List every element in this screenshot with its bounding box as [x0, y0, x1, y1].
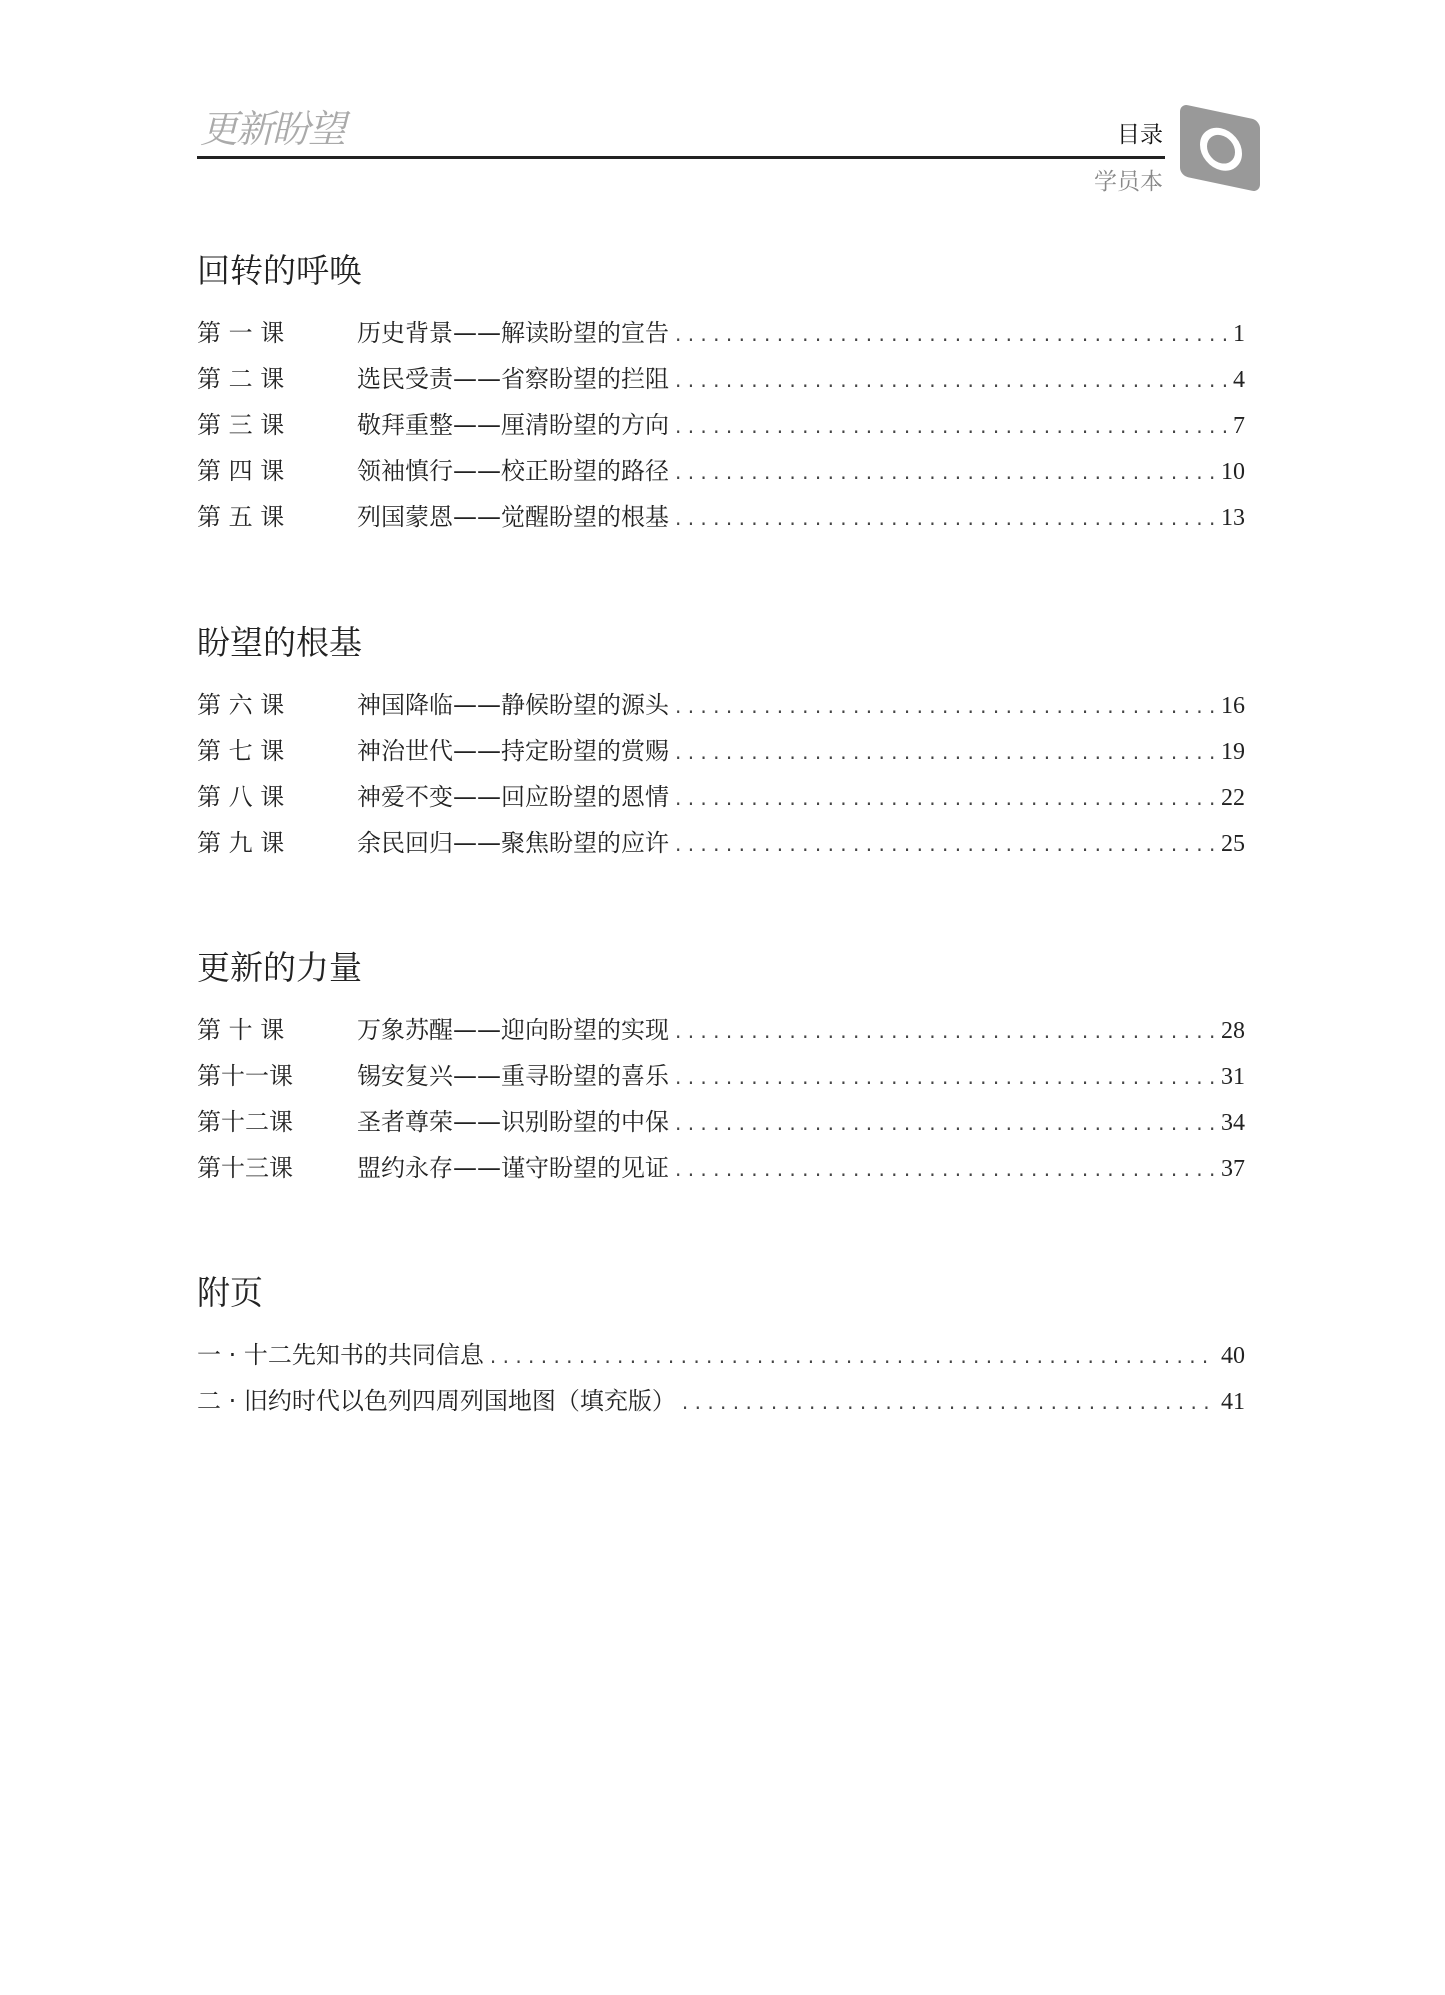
toc-entry[interactable] — [197, 494, 1245, 540]
toc-section — [197, 620, 1245, 866]
lesson-number: 第 七 课 — [197, 737, 285, 765]
lesson-number: 第 五 课 — [197, 503, 285, 531]
section-title: 回转的呼唤 — [197, 251, 362, 290]
toc-entry[interactable] — [197, 1007, 1245, 1053]
page-number: 22 — [1221, 785, 1245, 811]
lesson-number: 第 九 课 — [197, 829, 285, 857]
dot-leader — [675, 775, 1215, 821]
toc-entry[interactable] — [197, 1378, 1245, 1424]
lesson-number: 第 六 课 — [197, 691, 285, 719]
page-subtitle: 学员本 — [1094, 169, 1163, 195]
page-number: 7 — [1233, 413, 1245, 439]
toc-entry[interactable] — [197, 1145, 1245, 1191]
entry-title: 万象苏醒——迎向盼望的实现 — [357, 1016, 669, 1044]
page-number: 34 — [1221, 1110, 1245, 1136]
page-number: 40 — [1221, 1343, 1245, 1369]
page-number: 13 — [1221, 505, 1245, 531]
header-rule — [197, 156, 1165, 159]
dot-leader — [675, 449, 1215, 495]
lesson-number: 第 二 课 — [197, 365, 285, 393]
dot-leader — [675, 403, 1227, 449]
entry-title: 选民受责——省察盼望的拦阻 — [357, 365, 669, 393]
lesson-number: 第 十 课 — [197, 1016, 285, 1044]
lesson-number: 第 一 课 — [197, 319, 285, 347]
dot-leader — [675, 495, 1215, 541]
entry-title: 锡安复兴——重寻盼望的喜乐 — [357, 1062, 669, 1090]
lesson-number: 第十一课 — [197, 1062, 293, 1090]
toc-entry[interactable] — [197, 1332, 1245, 1378]
entry-title: 二 · 旧约时代以色列四周列国地图（填充版） — [197, 1387, 676, 1415]
brand-logo-text: 更新盼望 — [200, 107, 345, 151]
entry-title: 一 · 十二先知书的共同信息 — [197, 1341, 484, 1369]
dot-leader — [490, 1333, 1215, 1379]
dot-leader — [682, 1379, 1215, 1425]
lesson-number: 第十三课 — [197, 1154, 293, 1182]
toc-entry[interactable] — [197, 402, 1245, 448]
section-title: 附页 — [197, 1273, 263, 1312]
page-number: 16 — [1221, 693, 1245, 719]
toc-entry[interactable] — [197, 1099, 1245, 1145]
page-number: 28 — [1221, 1018, 1245, 1044]
page-number: 4 — [1233, 367, 1245, 393]
dot-leader — [675, 1146, 1215, 1192]
lesson-number: 第 三 课 — [197, 411, 285, 439]
entry-title: 盟约永存——谨守盼望的见证 — [357, 1154, 669, 1182]
toc-entry[interactable] — [197, 820, 1245, 866]
dot-leader — [675, 357, 1227, 403]
entry-title: 神爱不变——回应盼望的恩情 — [357, 783, 669, 811]
page-number: 1 — [1233, 321, 1245, 347]
lesson-number: 第 八 课 — [197, 783, 285, 811]
toc-section — [197, 1270, 1245, 1424]
toc-entry[interactable] — [197, 356, 1245, 402]
page-title: 目录 — [1117, 122, 1163, 148]
entry-title: 神治世代——持定盼望的赏赐 — [357, 737, 669, 765]
dot-leader — [675, 1054, 1215, 1100]
dot-leader — [675, 1100, 1215, 1146]
entry-title: 领袖慎行——校正盼望的路径 — [357, 457, 669, 485]
section-title: 更新的力量 — [197, 948, 362, 987]
entry-title: 余民回归——聚焦盼望的应许 — [357, 829, 669, 857]
toc-entry[interactable] — [197, 682, 1245, 728]
page-number: 31 — [1221, 1064, 1245, 1090]
logo-icon — [1180, 103, 1260, 192]
toc-entry[interactable] — [197, 774, 1245, 820]
dot-leader — [675, 311, 1227, 357]
dot-leader — [675, 1008, 1215, 1054]
lesson-number: 第 四 课 — [197, 457, 285, 485]
dot-leader — [675, 683, 1215, 729]
toc-entry[interactable] — [197, 1053, 1245, 1099]
toc-entry[interactable] — [197, 728, 1245, 774]
dot-leader — [675, 729, 1215, 775]
lesson-number: 第十二课 — [197, 1108, 293, 1136]
page-number: 10 — [1221, 459, 1245, 485]
toc-entry[interactable] — [197, 448, 1245, 494]
entry-title: 神国降临——静候盼望的源头 — [357, 691, 669, 719]
entry-title: 敬拜重整——厘清盼望的方向 — [357, 411, 669, 439]
dot-leader — [675, 821, 1215, 867]
page-number: 41 — [1221, 1389, 1245, 1415]
section-title: 盼望的根基 — [197, 623, 362, 662]
entry-title: 列国蒙恩——觉醒盼望的根基 — [357, 503, 669, 531]
toc-section — [197, 248, 1245, 540]
toc-entry[interactable] — [197, 310, 1245, 356]
page-number: 25 — [1221, 831, 1245, 857]
entry-title: 圣者尊荣——识别盼望的中保 — [357, 1108, 669, 1136]
page-number: 37 — [1221, 1156, 1245, 1182]
toc-section — [197, 945, 1245, 1191]
entry-title: 历史背景——解读盼望的宣告 — [357, 319, 669, 347]
page-number: 19 — [1221, 739, 1245, 765]
